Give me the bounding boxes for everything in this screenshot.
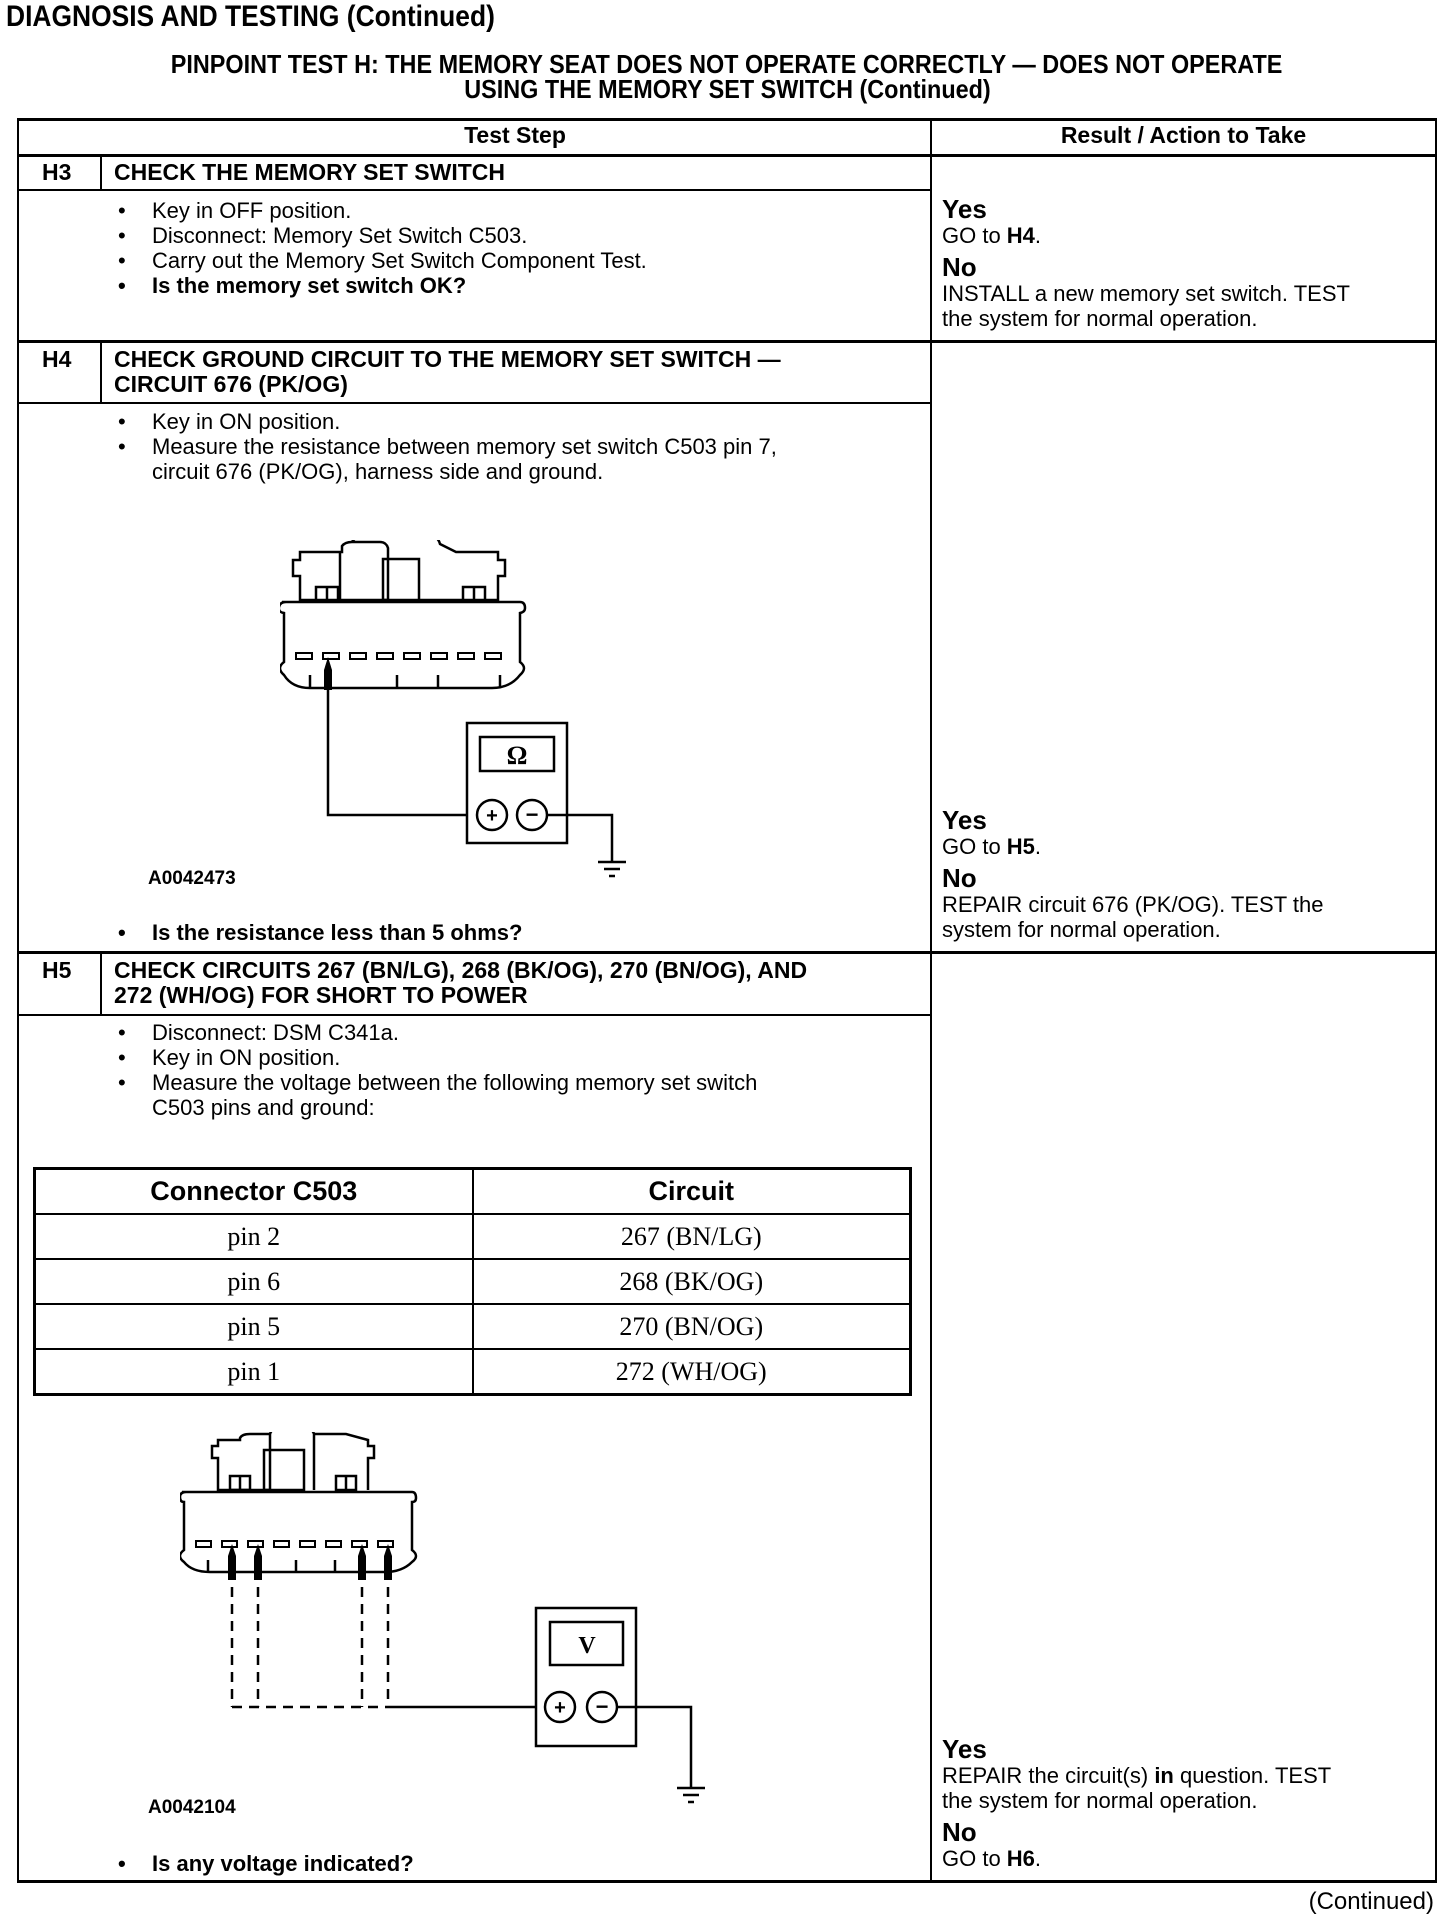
no-action-line1: REPAIR circuit 676 (PK/OG). TEST the (942, 892, 1324, 917)
step-id: H5 (42, 957, 72, 983)
bullet-item: • Key in OFF position. (118, 198, 352, 223)
voltage-test-diagram (180, 1432, 740, 1812)
step-title-line2: 272 (WH/OG) FOR SHORT TO POWER (114, 982, 528, 1008)
pin-cell: pin 2 (35, 1214, 473, 1259)
bullet-question: • Is the memory set switch OK? (118, 273, 467, 298)
goto-link[interactable]: H6 (1006, 1846, 1035, 1871)
pin-cell: pin 6 (35, 1259, 473, 1304)
circuit-cell: 272 (WH/OG) (473, 1349, 911, 1395)
no-label: No (942, 863, 977, 893)
no-action: GO to H6. (942, 1846, 1042, 1871)
result-h5 (942, 1736, 1331, 1871)
step-id: H3 (42, 159, 72, 185)
h3-row-divider (17, 340, 1437, 343)
step-title-line2: CIRCUIT 676 (PK/OG) (114, 371, 348, 397)
table-border-left (17, 118, 19, 1883)
bullet-item: • Carry out the Memory Set Switch Component Test. (118, 248, 647, 273)
table-border-top (17, 118, 1437, 121)
bullet-question: • Is any voltage indicated? (118, 1851, 414, 1876)
pin-cell: pin 1 (35, 1349, 473, 1395)
h4-row-divider (17, 951, 1437, 954)
resistance-test-diagram (280, 540, 640, 880)
connector-pin-table (33, 1167, 912, 1396)
h3-id-divider (100, 155, 102, 190)
result-h4 (942, 807, 1323, 942)
ohm-symbol: Ω (506, 741, 528, 770)
table-border-bottom (17, 1880, 1437, 1883)
no-label: No (942, 252, 977, 282)
yes-action: GO to H4. (942, 223, 1042, 248)
minus-terminal: − (595, 1694, 609, 1719)
pinpoint-title-line1: PINPOINT TEST H: THE MEMORY SEAT DOES NOT OPERATE CORRECTLY — DOES NOT OPERATE (171, 49, 1283, 79)
plus-terminal: + (486, 805, 498, 827)
no-label: No (942, 1817, 977, 1847)
yes-label: Yes (942, 805, 987, 835)
step-title: CHECK THE MEMORY SET SWITCH (114, 159, 506, 185)
bullet-item: • Measure the voltage between the following memory set switch (118, 1070, 758, 1095)
bullet-question: • Is the resistance less than 5 ohms? (118, 920, 523, 945)
figure-id: A0042104 (148, 1797, 236, 1818)
table-header-row (35, 1169, 911, 1215)
bullet-item: • Disconnect: Memory Set Switch C503. (118, 223, 528, 248)
page-title: DIAGNOSIS AND TESTING (Continued) (6, 0, 495, 33)
header-divider (17, 154, 1437, 157)
column-header: Circuit (473, 1169, 911, 1215)
yes-label: Yes (942, 194, 987, 224)
table-row (35, 1304, 911, 1349)
step-id: H4 (42, 346, 72, 372)
bullet-continuation: circuit 676 (PK/OG), harness side and ground. (152, 459, 604, 484)
h3-title-divider (17, 189, 930, 191)
no-action-line2: the system for normal operation. (942, 306, 1258, 331)
h5-id-divider (100, 953, 102, 1015)
no-action-line1: INSTALL a new memory set switch. TEST (942, 281, 1350, 306)
bullet-item: • Key in ON position. (118, 1045, 341, 1070)
result-h3 (942, 196, 1350, 331)
pinpoint-title-line2: USING THE MEMORY SET SWITCH (Continued) (463, 74, 991, 104)
table-row (35, 1259, 911, 1304)
goto-link[interactable]: H5 (1006, 834, 1035, 859)
figure-id: A0042473 (148, 868, 236, 889)
pin-cell: pin 5 (35, 1304, 473, 1349)
volt-symbol: V (578, 1633, 596, 1659)
step-title-line1: CHECK GROUND CIRCUIT TO THE MEMORY SET SWITCH — (114, 346, 781, 372)
h4-title-divider (17, 402, 930, 404)
yes-label: Yes (942, 1734, 987, 1764)
table-row (35, 1349, 911, 1395)
column-header-result: Result / Action to Take (1060, 122, 1307, 148)
goto-link[interactable]: H4 (1006, 223, 1035, 248)
column-header-test-step: Test Step (464, 122, 566, 148)
h4-id-divider (100, 342, 102, 403)
yes-action-line1: REPAIR the circuit(s) in question. TEST (942, 1763, 1332, 1788)
column-divider (930, 118, 932, 1883)
bullet-item: • Measure the resistance between memory set switch C503 pin 7, (118, 434, 777, 459)
bullet-item: • Key in ON position. (118, 409, 341, 434)
step-title-line1: CHECK CIRCUITS 267 (BN/LG), 268 (BK/OG), 270 (BN/OG), AND (114, 957, 808, 983)
plus-terminal: + (554, 1697, 566, 1719)
table-row (35, 1214, 911, 1259)
circuit-cell: 270 (BN/OG) (473, 1304, 911, 1349)
column-header: Connector C503 (35, 1169, 473, 1215)
minus-terminal: − (525, 802, 539, 827)
continued-footer: (Continued) (1308, 1888, 1434, 1915)
h5-title-divider (17, 1014, 930, 1016)
circuit-cell: 268 (BK/OG) (473, 1259, 911, 1304)
no-action-line2: system for normal operation. (942, 917, 1221, 942)
bullet-item: • Disconnect: DSM C341a. (118, 1020, 399, 1045)
circuit-cell: 267 (BN/LG) (473, 1214, 911, 1259)
bullet-continuation: C503 pins and ground: (152, 1095, 375, 1120)
pinpoint-test-title (17, 49, 1437, 104)
table-border-right (1435, 118, 1437, 1883)
yes-action: GO to H5. (942, 834, 1042, 859)
yes-action-line2: the system for normal operation. (942, 1788, 1258, 1813)
